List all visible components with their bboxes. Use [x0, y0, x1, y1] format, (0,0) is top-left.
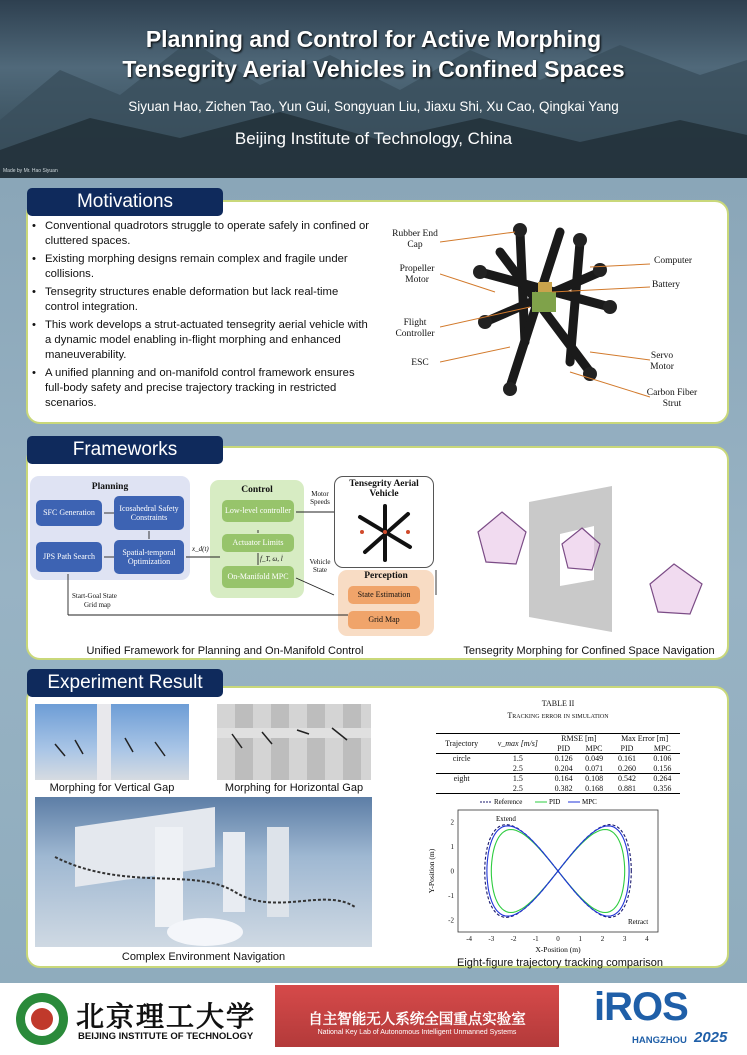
motivations-list [31, 219, 373, 414]
iros-logo: iROS [594, 985, 688, 1029]
table-header: Trajectory [445, 738, 479, 748]
table-subheader: MPC [653, 743, 671, 753]
table-cell: 0.049 [585, 754, 604, 763]
table-cell: 0.382 [554, 783, 573, 793]
bit-seal-logo [14, 991, 70, 1047]
x-tick-label: 2 [600, 935, 605, 943]
x-tick-label: -3 [488, 935, 495, 943]
edge-xd: x_d(t) [192, 545, 209, 553]
x-tick-label: -1 [532, 935, 539, 943]
table-cell: 0.260 [617, 763, 636, 773]
table-cell: 0.106 [653, 754, 672, 763]
table-cell: 0.542 [617, 774, 636, 783]
planning-title: Planning [91, 482, 129, 492]
table-header: v_max [m/s] [497, 738, 538, 748]
table-cell: 1.5 [512, 774, 523, 783]
label-propeller-motor: Propeller Motor [399, 264, 435, 285]
table-cell: 2.5 [512, 763, 523, 773]
edge-motor-speeds: Motor Speeds [310, 490, 330, 506]
edge-vehicle-state: Vehicle State [309, 558, 331, 574]
table-row [436, 754, 680, 764]
lab-banner [275, 985, 559, 1047]
institution: Beijing Institute of Technology, China [234, 129, 513, 148]
y-tick-label: 1 [450, 843, 454, 852]
label-servo-motor: Servo Motor [650, 351, 674, 372]
actuator-limits-box: Actuator Limits [222, 534, 294, 552]
vehicle-hardware-diagram [440, 212, 650, 417]
morphing-illustration [464, 482, 720, 642]
experiment-title: Experiment Result [27, 669, 223, 697]
x-tick-label: -4 [466, 935, 473, 943]
poster-title-line1: Planning and Control for Active Morphing [145, 26, 602, 52]
caption-horizontal-gap: Morphing for Horizontal Gap [224, 782, 364, 794]
icosahedral-constraints-box: Icosahedral Safety Constraints [114, 496, 184, 530]
x-tick-label: 1 [578, 935, 582, 943]
motivation-item: • Tensegrity structures enable deformation but lack real-time control integration. [31, 285, 373, 315]
legend-mpc: MPC [582, 798, 597, 806]
vertical-gap-image [35, 704, 189, 780]
iros-city: HANGZHOU [632, 1035, 687, 1046]
y-tick-label: -2 [448, 916, 454, 925]
table-subtitle: Tracking error in simulation [507, 711, 609, 720]
label-battery: Battery [652, 280, 680, 290]
low-level-controller-box: Low-level controller [222, 500, 294, 522]
table-cell: 2.5 [512, 783, 523, 793]
table-cell: 0.156 [653, 763, 672, 773]
caption-framework: Unified Framework for Planning and On-Manifold Control [86, 645, 364, 657]
legend-reference: Reference [494, 798, 523, 806]
table-cell [436, 784, 487, 794]
x-tick-label: -2 [510, 935, 517, 943]
table-cell: 0.164 [554, 774, 573, 783]
table-cell: 0.264 [653, 774, 672, 783]
table-subheader: MPC [585, 743, 603, 753]
table-row [436, 764, 680, 774]
perception-title: Perception [364, 571, 408, 581]
plot-xlabel: X-Position (m) [535, 945, 581, 954]
table-cell: circle [452, 754, 471, 763]
motivations-title: Motivations [27, 188, 223, 216]
x-tick-label: 4 [645, 935, 649, 943]
bit-name-en: BEIJING INSTITUTE OF TECHNOLOGY [78, 1031, 254, 1042]
complex-environment-image [35, 797, 372, 947]
lab-name-en: National Key Lab of Autonomous Intelligent Unmanned Systems [317, 1029, 517, 1036]
label-computer: Computer [654, 256, 692, 266]
table-cell [436, 764, 487, 774]
on-manifold-mpc-box: On-Manifold MPC [222, 566, 294, 588]
label-carbon-fiber-strut: Carbon Fiber Strut [646, 388, 698, 409]
x-tick-label: 3 [622, 935, 627, 943]
sfc-generation-box: SFC Generation [36, 500, 102, 526]
y-tick-label: -1 [448, 891, 454, 900]
table-cell: 0.161 [617, 754, 636, 763]
y-tick-label: 0 [450, 867, 454, 876]
table-row [436, 784, 680, 794]
motivation-item: • Conventional quadrotors struggle to operate safely in confined or cluttered spaces. [31, 219, 373, 249]
footer [0, 983, 747, 1055]
motivation-item: • This work develops a strut-actuated tensegrity aerial vehicle with a dynamic model enabling in-flight morphing and enhanced maneuverability. [31, 318, 373, 363]
table-cell: 0.108 [585, 774, 604, 783]
legend-pid: PID [549, 798, 561, 806]
table-cell: 0.204 [554, 763, 573, 773]
eight-figure-plot [420, 794, 670, 956]
author-list: Siyuan Hao, Zichen Tao, Yun Gui, Songyuan Liu, Jiaxu Shi, Xu Cao, Qingkai Yang [128, 99, 619, 114]
spatial-temporal-box: Spatial-temporal Optimization [114, 540, 184, 574]
label-rubber-end-cap: Rubber End Cap [392, 229, 438, 250]
vehicle-title: Tensegrity Aerial Vehicle [349, 479, 419, 499]
table-header: Max Error [m] [621, 734, 669, 743]
control-title: Control [241, 485, 273, 495]
control-signals-label: f_T, ω, l̇ [260, 555, 283, 563]
made-by-note: Made by Mr. Hao Siyuan [3, 168, 58, 174]
caption-morphing: Tensegrity Morphing for Confined Space Navigation [463, 645, 715, 657]
table-cell: 0.168 [585, 783, 604, 793]
table-row [436, 774, 680, 784]
table-subheader: PID [620, 743, 634, 753]
table-cell: eight [453, 774, 470, 783]
edge-start-goal: Start-Goal State [72, 592, 117, 600]
table-cell: 0.881 [617, 783, 636, 793]
plot-ylabel: Y-Position (m) [427, 848, 436, 894]
header-banner [0, 0, 747, 178]
table-subheader: PID [557, 743, 571, 753]
caption-complex-env: Complex Environment Navigation [121, 951, 286, 963]
label-esc: ESC [411, 358, 429, 368]
tracking-error-table [436, 733, 680, 794]
motivation-item: • Existing morphing designs remain complex and fragile under collisions. [31, 252, 373, 282]
table-cell: 0.126 [554, 754, 573, 763]
poster-title-line2: Tensegrity Aerial Vehicles in Confined Spaces [122, 56, 625, 82]
table-cell: 0.071 [585, 763, 604, 773]
label-flight-controller: Flight Controller [395, 318, 435, 339]
table-title: TABLE II [541, 699, 575, 708]
lab-name-cn: 自主智能无人系统全国重点实验室 [308, 1012, 526, 1028]
annotation-extend: Extend [496, 815, 516, 823]
y-tick-label: 2 [450, 818, 454, 827]
table-cell: 0.356 [653, 783, 672, 793]
frameworks-title: Frameworks [27, 436, 223, 464]
table-header: RMSE [m] [561, 734, 597, 743]
iros-year: 2025 [694, 1029, 728, 1046]
bit-name-cn: 北京理工大学 [76, 1000, 257, 1033]
edge-grid-map: Grid map [84, 601, 111, 609]
state-estimation-box: State Estimation [348, 586, 420, 604]
x-tick-label: 0 [556, 935, 560, 943]
horizontal-gap-image [217, 704, 371, 780]
motivation-item: • A unified planning and on-manifold control framework ensures full-body safety and precise trajectory tracking in restricted scenarios. [31, 366, 373, 411]
caption-vertical-gap: Morphing for Vertical Gap [49, 782, 175, 794]
annotation-retract: Retract [628, 918, 649, 926]
grid-map-box: Grid Map [348, 611, 420, 629]
table-cell: 1.5 [512, 754, 523, 763]
caption-eight-figure: Eight-figure trajectory tracking comparison [456, 957, 664, 969]
jps-path-search-box: JPS Path Search [36, 542, 102, 572]
